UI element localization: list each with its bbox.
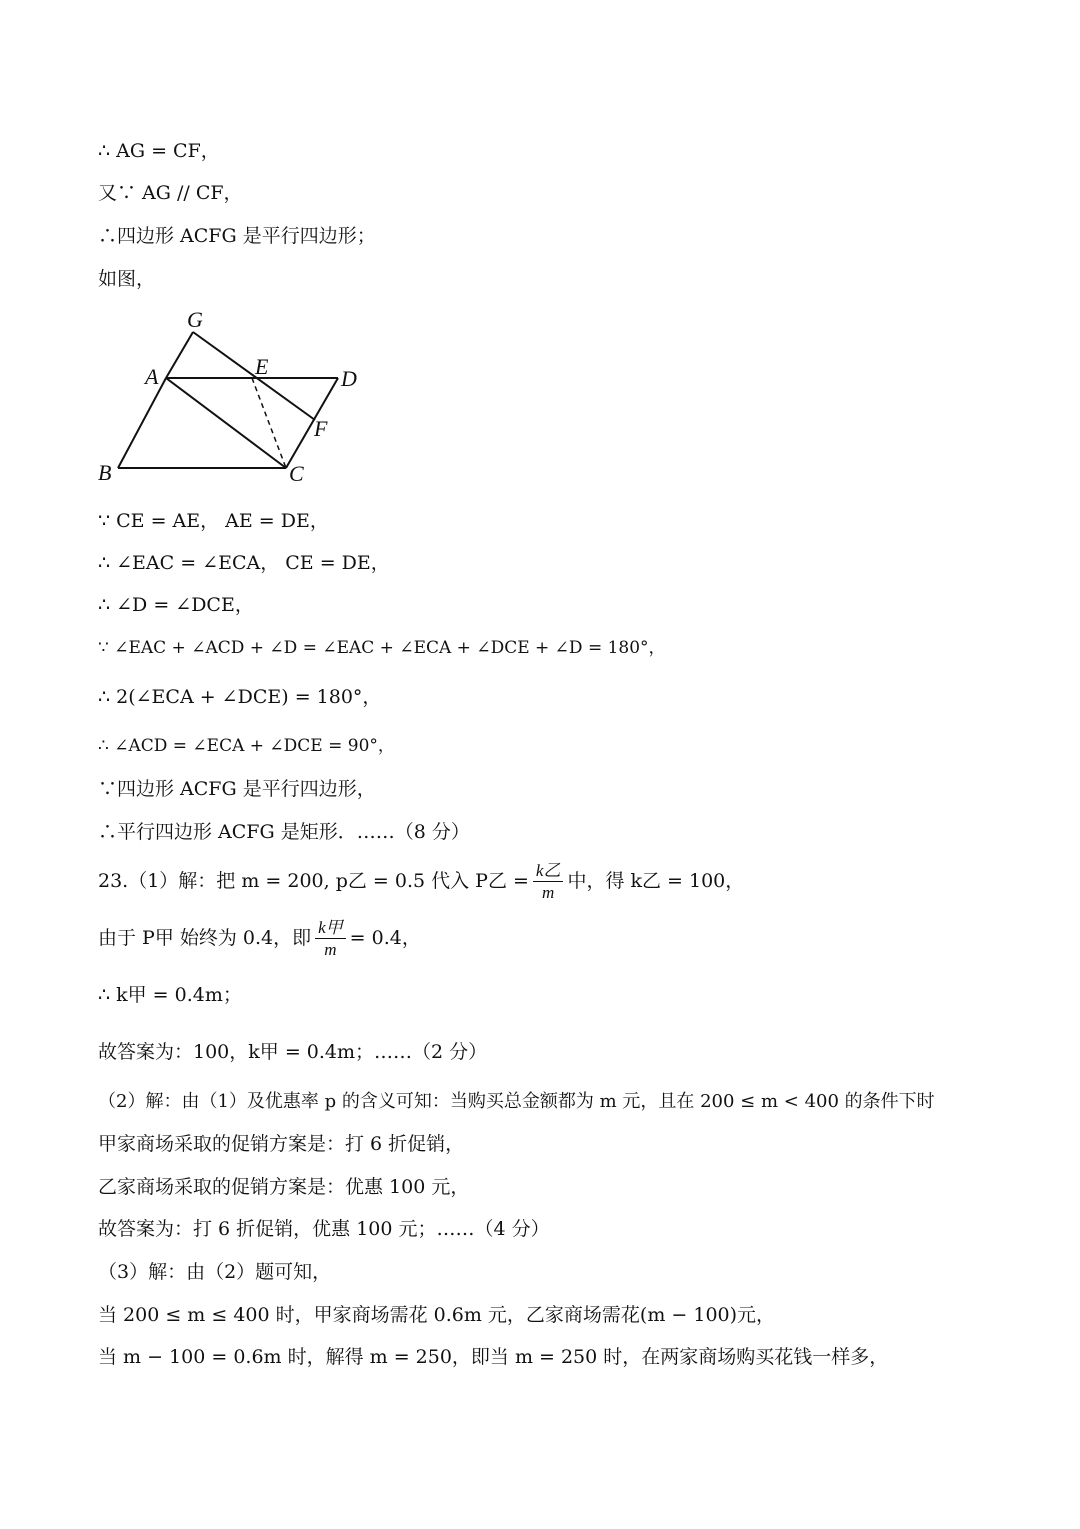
- label-d: D: [341, 366, 357, 391]
- proof-line-10: ∴ ∠ACD = ∠ECA + ∠DCE = 90°，: [98, 736, 395, 756]
- fraction-k-yi-over-m: $\frac{\text{k乙}}{m}$: [533, 862, 564, 902]
- proof-line-4: 如图，: [98, 268, 156, 290]
- proof-line-7: ∴ ∠D = ∠DCE，: [98, 594, 254, 616]
- parallelogram-diagram: [90, 300, 380, 495]
- geometry-figure: [90, 300, 380, 495]
- segment-gf: [193, 332, 315, 420]
- q23-part3-line: （3）解：由（2）题可知，: [98, 1261, 332, 1283]
- q23-solve-line: 当 m − 100 = 0.6m 时，解得 m = 250，即当 m = 250 时，在两家商场购买花钱一样多，: [98, 1346, 889, 1368]
- q23-jia-plan: 甲家商场采取的促销方案是：打 6 折促销，: [98, 1133, 465, 1155]
- segment-ag: [166, 332, 193, 378]
- label-b: B: [98, 460, 112, 485]
- proof-line-3: ∴四边形 ACFG 是平行四边形；: [98, 225, 376, 247]
- label-e: E: [255, 354, 269, 379]
- proof-line-5: ∵ CE = AE， AE = DE，: [98, 510, 329, 532]
- proof-line-2: 又∵ AG // CF，: [98, 182, 243, 204]
- proof-line-9: ∴ 2(∠ECA + ∠DCE) = 180°，: [98, 686, 382, 708]
- q23-k-jia-line: ∴ k甲 = 0.4m；: [98, 984, 242, 1006]
- q23-ratio-line: 由于 P甲 始终为 0.4，即 $\frac{\text{k甲}}{m}$ = 0.4，: [98, 918, 421, 959]
- proof-line-12: ∴平行四边形 ACFG 是矩形．……（8 分）: [98, 821, 470, 843]
- q23-answer-1: 故答案为：100，k甲 = 0.4m；……（2 分）: [98, 1041, 488, 1063]
- fraction-k-jia-over-m: $\frac{\text{k甲}}{m}$: [315, 919, 346, 959]
- label-f: F: [314, 416, 328, 441]
- label-a: A: [145, 364, 159, 389]
- label-c: C: [289, 461, 304, 486]
- proof-line-6: ∴ ∠EAC = ∠ECA， CE = DE，: [98, 552, 390, 574]
- q23-answer-2: 故答案为：打 6 折促销，优惠 100 元；……（4 分）: [98, 1218, 550, 1240]
- q23-part1-line: 23.（1）解：把 m = 200, p乙 = 0.5 代入 P乙 = $\frac{\text{k乙}}{m}$ 中，得 k乙 = 100，: [98, 861, 745, 902]
- segment-ac: [166, 378, 286, 468]
- proof-line-8: ∵ ∠EAC + ∠ACD + ∠D = ∠EAC + ∠ECA + ∠DCE + ∠D = 180°，: [98, 638, 666, 658]
- label-g: G: [187, 307, 203, 332]
- q23-cost-line: 当 200 ≤ m ≤ 400 时，甲家商场需花 0.6m 元，乙家商场需花(m − 100)元，: [98, 1304, 776, 1326]
- segment-cd: [286, 378, 338, 468]
- proof-line-11: ∵四边形 ACFG 是平行四边形，: [98, 778, 376, 800]
- q23-part2-line: （2）解：由（1）及优惠率 p 的含义可知：当购买总金额都为 m 元，且在 200 ≤ m < 400 的条件下时: [98, 1091, 935, 1112]
- segment-ba: [118, 378, 166, 468]
- proof-line-1: ∴ AG = CF，: [98, 140, 220, 162]
- q23-yi-plan: 乙家商场采取的促销方案是：优惠 100 元，: [98, 1176, 470, 1198]
